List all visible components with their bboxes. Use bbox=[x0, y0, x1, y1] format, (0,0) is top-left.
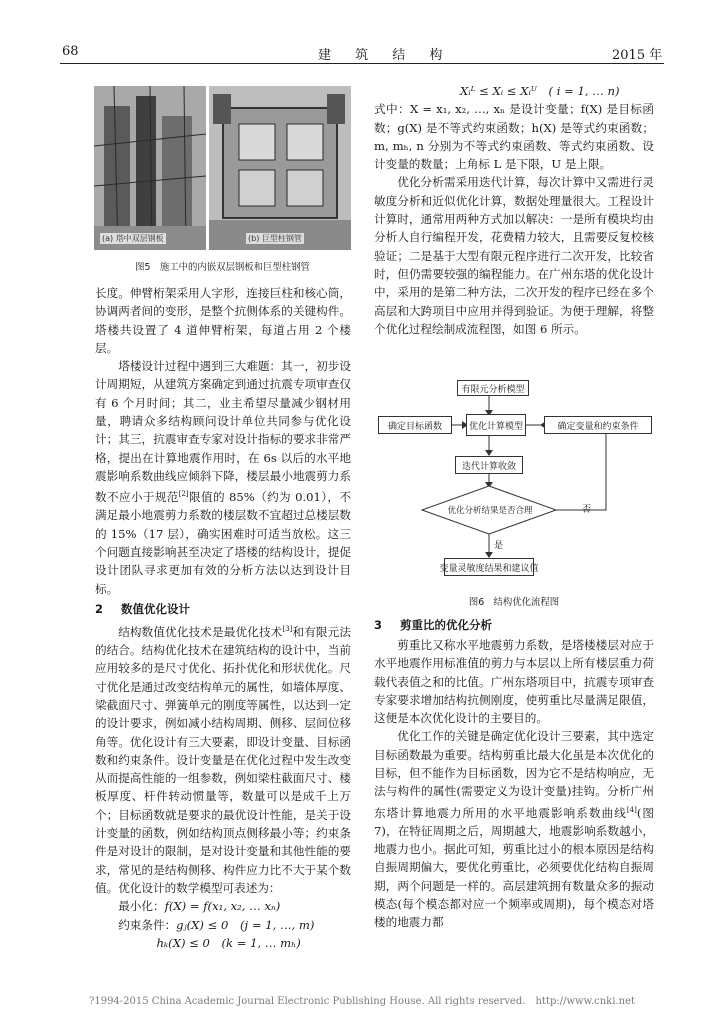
right-p2-part-b: (图 7)，在特征周期之后，周期越大，地震影响系数越小，地震力也小。据此可知，剪重比过小的根本原因是结构自振周期偏大，要优化剪重比，必须要优化结构自振周期，两个问题是一样的。高层建筑拥有数量众多的振动模态(每个模态都对应一个频率或周期)，每个模态对塔楼的地震力都 bbox=[374, 805, 654, 930]
header-rule bbox=[60, 63, 664, 64]
left-p3-part-a: 结构数值优化技术是最优化技术 bbox=[118, 624, 283, 639]
journal-year: 2015 年 bbox=[612, 48, 663, 63]
left-paragraph-1: 长度。伸臂桁架采用人字形，连接巨柱和核心筒，协调两者间的变形，是整个抗侧体系的关键构件。塔楼共设置了 4 道伸臂桁架，每道占用 2 个楼层。 bbox=[95, 286, 351, 355]
photo-b-sketch bbox=[209, 86, 351, 250]
label-no: 否 bbox=[582, 505, 592, 515]
equation-constraint-2 bbox=[95, 934, 351, 952]
photo-mega-column-steel-tube bbox=[209, 86, 351, 250]
left-paragraph-2 bbox=[95, 357, 351, 598]
fig5-sub-a-caption: (a) 塔中双层钢板 bbox=[102, 234, 164, 243]
equation-bounds: Xᵢᴸ ≤ Xᵢ ≤ Xᵢᵁ ( i = 1, … n) bbox=[460, 84, 620, 98]
equation-minimize bbox=[95, 897, 351, 915]
eq-con1-formula: gⱼ(X) ≤ 0 (j = 1, …, m) bbox=[176, 917, 315, 932]
section-2-title: 数值优化设计 bbox=[121, 601, 190, 616]
equation-constraint-1 bbox=[95, 916, 351, 934]
left-paragraph-3 bbox=[95, 620, 351, 897]
copyright-footer: ?1994-2015 China Academic Journal Electronic Publishing House. All rights reserved. http://www.cnki.net bbox=[88, 996, 635, 1007]
eq-con-label: 约束条件： bbox=[118, 917, 177, 932]
box-iteration-convergence: 迭代计算收敛 bbox=[455, 456, 523, 474]
label-yes: 是 bbox=[494, 541, 504, 551]
box-opt-model: 优化计算模型 bbox=[466, 414, 526, 436]
eq-min-label: 最小化： bbox=[118, 899, 165, 914]
eq-min-formula: f(X) = f(x₁, x₂, … xₙ) bbox=[164, 899, 281, 914]
eq-con2-formula: hₖ(X) ≤ 0 (k = 1, … mₕ) bbox=[156, 935, 301, 950]
section-3-heading bbox=[374, 615, 654, 635]
section-2-heading bbox=[95, 599, 351, 619]
photo-a-sketch bbox=[94, 86, 206, 250]
right-iteration-paragraph: 优化分析需采用迭代计算，每次计算中又需进行灵敏度分析和近似优化计算，数据处理量很大。工程设计计算时，通常用两种方式加以解决：一是所有模块均由分析人自行编程开发，花费精力较大，且需要反复校核验证；二是基于大型有限元程序进行二次开发，比较省时，但仍需要较强的编程能力。在广州东塔的优化设计中，采用的是第二种方法，二次开发的程序已经在多个高层和大跨项目中应用并得到验证。为便于理解，将整个优化过程绘制成流程图，如图 6 所示。 bbox=[374, 175, 654, 336]
box-sensitivity-results: 变量灵敏度结果和建议值 bbox=[444, 558, 534, 576]
left-column bbox=[95, 284, 351, 952]
page-number: 68 bbox=[62, 44, 79, 59]
right-paragraph-shear-ratio: 剪重比又称水平地震剪力系数，是塔楼楼层对应于水平地震作用标准值的剪力与本层以上所有楼层重力荷载代表值之和的比值。广州东塔项目中，抗震专项审查专家要求增加结构抗侧刚度，使剪重比尽量满足限值，这便是本次优化设计的主要目的。 bbox=[374, 638, 654, 726]
right-p2-part-a: 优化工作的关键是确定优化设计三要素，其中选定目标函数最为重要。结构剪重比最大化虽是本次优化的目标，但不能作为目标函数，因为它不是结构响应，无法与构件的属性(需要定义为设计变量)挂钩。分析广州东塔计算地震力所用的水平地震影响系数曲线 bbox=[374, 729, 654, 820]
right-paragraph-objective bbox=[374, 727, 654, 931]
photo-double-steel-plate bbox=[94, 86, 206, 250]
section-2-number: 2 bbox=[95, 601, 104, 616]
left-p2-part-a: 塔楼设计过程中遇到三大难题：其一，初步设计周期短，从建筑方案确定到通过抗震专项审查仅有 6 个月时间；其二，业主希望尽量减少钢材用量，聘请众多结构顾问设计单位共同参与优化设计；其三，抗震审查专家对设计指标的要求非常严格，提出在计算地震作用时，在 6s 以后的水平地震影响系数曲线应倾斜下降，楼层最小地震剪力系数不应小于规范 bbox=[95, 359, 351, 505]
box-variables-constraints: 确定变量和约束条件 bbox=[544, 416, 652, 434]
box-target-function: 确定目标函数 bbox=[378, 416, 452, 434]
section-3-title: 剪重比的优化分析 bbox=[400, 618, 492, 632]
ref-4: [4] bbox=[626, 805, 637, 814]
left-p2-part-b: 限值的 85%（约为 0.01），不满足最小地震剪力系数的楼层数不宜超过总楼层数的 15%（17 层），确实困难时可适当放松。这三个问题直接影响甚至决定了塔楼的结构设计，提促设计团队寻求更加有效的分析方法以达到设计目标。 bbox=[95, 490, 351, 596]
ref-2: [2] bbox=[178, 490, 189, 499]
section-3-number: 3 bbox=[374, 618, 383, 632]
journal-title: 建 筑 结 构 bbox=[318, 48, 453, 63]
left-p3-part-b: 和有限元法的结合。结构优化技术在建筑结构的设计中，当前应用较多的是尺寸优化、拓扑优化和形状优化。尺寸优化是通过改变结构单元的属性，如墙体厚度、梁截面尺寸、弹簧单元的刚度等属性，以达到一定的设计要求，例如减小结构周期、侧移、层间位移角等。优化设计有三大要素，即设计变量、目标函数和约束条件。设计变量是在优化过程中发生改变从而提高性能的一组参数，例如梁柱截面尺寸、楼板厚度、杆件转动惯量等，数量可以是成千上万个；目标函数就是要求的最优设计性能，是关于设计变量的函数，例如结构顶点侧移最小等；约束条件是对设计的限制，是对设计变量和其他性能的要求，常见的是结构侧移、构件应力比不大于某个数值。优化设计的数学模型可表述为： bbox=[95, 624, 351, 895]
figure5-caption: 图5 施工中的内嵌双层钢板和巨型柱钢管 bbox=[135, 262, 310, 273]
figure6-caption: 图6 结构优化流程图 bbox=[468, 597, 560, 608]
diamond-label: 优化分析结果是否合理 bbox=[447, 506, 533, 516]
box-fe-model: 有限元分析模型 bbox=[457, 380, 529, 396]
right-column-top bbox=[374, 82, 654, 338]
ref-3: [3] bbox=[282, 624, 293, 633]
fig5-sub-b-caption: (b) 巨型柱钢管 bbox=[248, 234, 302, 243]
right-column-bottom bbox=[374, 614, 654, 932]
right-definitions-paragraph: 式中：X = x₁, x₂, …, xₙ 是设计变量；f(X) 是目标函数；g(X) 是不等式约束函数；h(X) 是等式约束函数；m, mₕ, n 分别为不等式约束函数、等式约束函数、设计变量的数量；上角标 L 是下限，U 是上限。 bbox=[374, 102, 654, 172]
